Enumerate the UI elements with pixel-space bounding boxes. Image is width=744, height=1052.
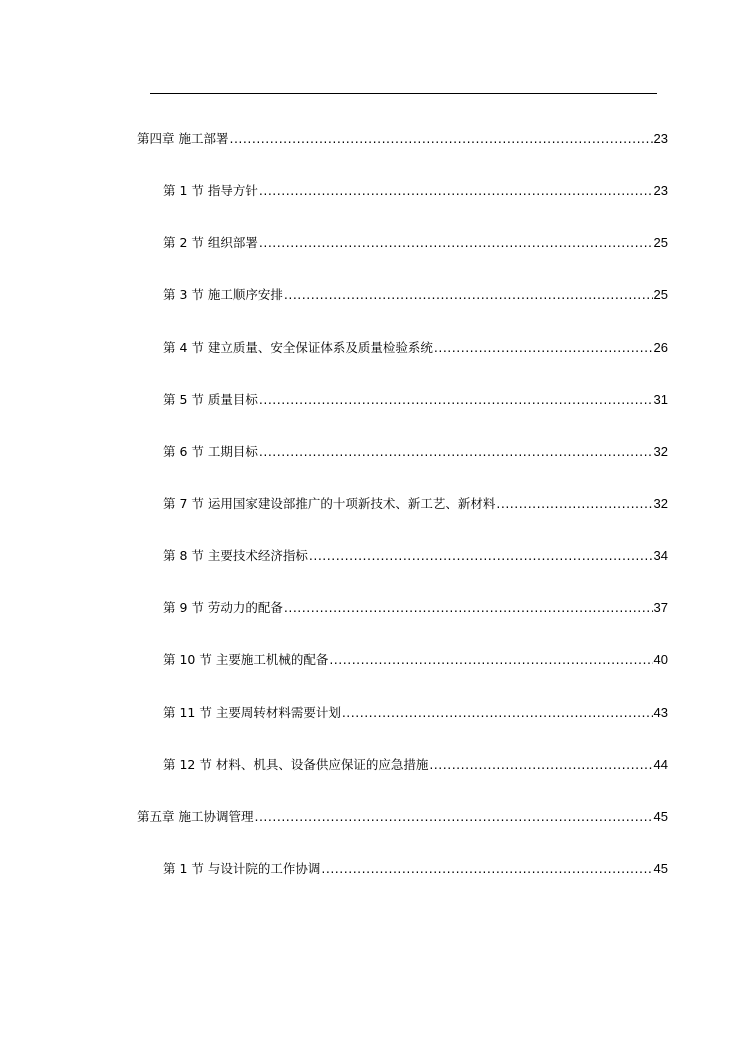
- toc-entry-page: 23: [653, 183, 668, 198]
- toc-entry-page: 26: [653, 340, 668, 355]
- dot-leader: [229, 129, 652, 149]
- toc-entry-label: 第 10 节 主要施工机械的配备: [163, 652, 329, 667]
- dot-leader: [429, 755, 652, 775]
- toc-entry-section[interactable]: [163, 181, 668, 201]
- dot-leader: [342, 703, 653, 723]
- dot-leader: [284, 598, 653, 618]
- toc-entry-label: 第 3 节 施工顺序安排: [163, 287, 283, 302]
- toc-entry-label: 第 2 节 组织部署: [163, 235, 258, 250]
- toc-entry-section[interactable]: [163, 390, 668, 410]
- toc-entry-section[interactable]: [163, 598, 668, 618]
- toc-entry-label: 第 7 节 运用国家建设部推广的十项新技术、新工艺、新材料: [163, 496, 496, 511]
- toc-entry-page: 34: [653, 548, 668, 563]
- toc-entry-page: 25: [653, 235, 668, 250]
- toc-entry-section[interactable]: [163, 755, 668, 775]
- dot-leader: [259, 390, 653, 410]
- toc-entry-page: 31: [653, 392, 668, 407]
- toc-entry-page: 32: [653, 444, 668, 459]
- dot-leader: [259, 442, 653, 462]
- dot-leader: [496, 494, 652, 514]
- toc-entry-section[interactable]: [163, 338, 668, 358]
- toc-entry-section[interactable]: [163, 494, 668, 514]
- toc-entry-label: 第五章 施工协调管理: [137, 809, 254, 824]
- header-rule: [150, 93, 657, 94]
- dot-leader: [309, 546, 653, 566]
- toc-entry-page: 44: [653, 757, 668, 772]
- toc-entry-label: 第 11 节 主要周转材料需要计划: [163, 705, 341, 720]
- toc-entry-page: 23: [653, 131, 668, 146]
- toc-entry-section[interactable]: [163, 285, 668, 305]
- toc-entry-section[interactable]: [163, 442, 668, 462]
- toc-entry-page: 45: [653, 809, 668, 824]
- dot-leader: [259, 233, 653, 253]
- toc-entry-label: 第 4 节 建立质量、安全保证体系及质量检验系统: [163, 340, 433, 355]
- toc-entry-page: 25: [653, 287, 668, 302]
- dot-leader: [329, 650, 652, 670]
- toc-entry-section[interactable]: [163, 703, 668, 723]
- toc-entry-page: 40: [653, 652, 668, 667]
- toc-entry-section[interactable]: [163, 233, 668, 253]
- toc-entry-chapter-5[interactable]: [137, 807, 668, 827]
- toc-entry-section[interactable]: [163, 650, 668, 670]
- toc-entry-label: 第 5 节 质量目标: [163, 392, 258, 407]
- dot-leader: [254, 807, 652, 827]
- toc-entry-section[interactable]: [163, 859, 668, 879]
- toc-entry-chapter-4[interactable]: [137, 129, 668, 149]
- dot-leader: [284, 285, 653, 305]
- toc-entry-label: 第四章 施工部署: [137, 131, 229, 146]
- toc-entry-label: 第 8 节 主要技术经济指标: [163, 548, 308, 563]
- toc-entry-label: 第 1 节 指导方针: [163, 183, 258, 198]
- toc-entry-page: 37: [653, 600, 668, 615]
- toc-entry-label: 第 1 节 与设计院的工作协调: [163, 861, 321, 876]
- toc-entry-page: 32: [653, 496, 668, 511]
- toc-entry-page: 43: [653, 705, 668, 720]
- dot-leader: [434, 338, 653, 358]
- toc-entry-page: 45: [653, 861, 668, 876]
- dot-leader: [259, 181, 653, 201]
- toc-entry-label: 第 6 节 工期目标: [163, 444, 258, 459]
- toc-entry-label: 第 12 节 材料、机具、设备供应保证的应急措施: [163, 757, 429, 772]
- toc-entry-section[interactable]: [163, 546, 668, 566]
- dot-leader: [321, 859, 652, 879]
- toc-entry-label: 第 9 节 劳动力的配备: [163, 600, 283, 615]
